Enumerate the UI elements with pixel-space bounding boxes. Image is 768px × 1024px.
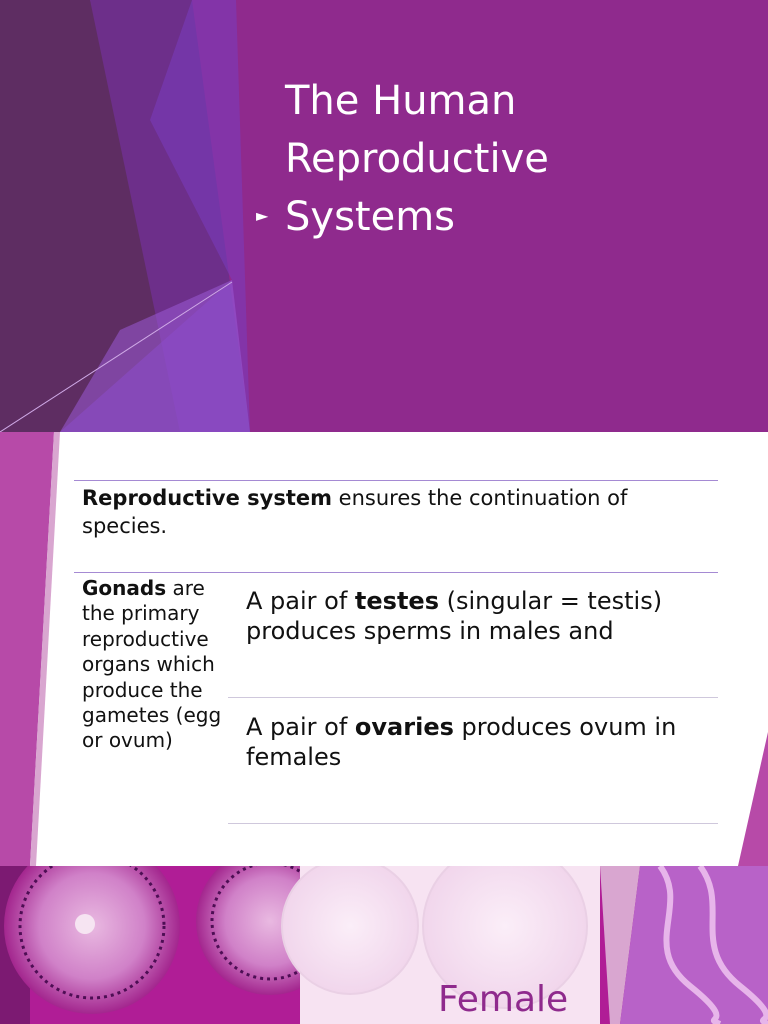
testes-cell (246, 586, 706, 646)
gonads-rest: are the primary reproductive organs which produce the gametes (egg or ovum) (82, 576, 222, 753)
ovaries-bold: ovaries (354, 713, 454, 741)
ovaries-rest: produces ovum in females (246, 713, 677, 771)
title-line-1: The Human (285, 78, 517, 124)
gonads-cell (82, 576, 224, 754)
gonads-bold: Gonads (82, 576, 167, 600)
image-slide (0, 866, 768, 1024)
testes-bold: testes (354, 587, 439, 615)
row1-bold: Reproductive system (82, 486, 332, 510)
ovaries-cell (246, 712, 706, 772)
table-bottom-rule (228, 823, 718, 824)
ovaries-prefix: A pair of (246, 713, 355, 741)
title-line-2: Reproductive (285, 136, 549, 182)
right-panel (620, 866, 768, 1024)
tissue-micrograph-image (0, 866, 768, 1024)
testes-rest: (singular = testis) produces sperms in males and (246, 587, 663, 645)
row1-cell (82, 484, 702, 540)
table-row-rule (74, 572, 718, 573)
slide-title (285, 72, 549, 246)
right-accent-band (738, 732, 768, 866)
follicle-nucleus (75, 914, 95, 934)
title-line-3: Systems (285, 194, 455, 240)
right-triangle-bullet-icon: ► (256, 206, 269, 225)
female-label: Female (438, 979, 569, 1020)
faded-cell-1 (282, 866, 418, 994)
testes-prefix: A pair of (246, 587, 355, 615)
table-top-rule (74, 480, 718, 481)
title-slide (0, 0, 768, 432)
row1-rest: ensures the continuation of species. (82, 486, 628, 538)
inner-row-rule (228, 697, 718, 698)
table-slide (0, 432, 768, 866)
